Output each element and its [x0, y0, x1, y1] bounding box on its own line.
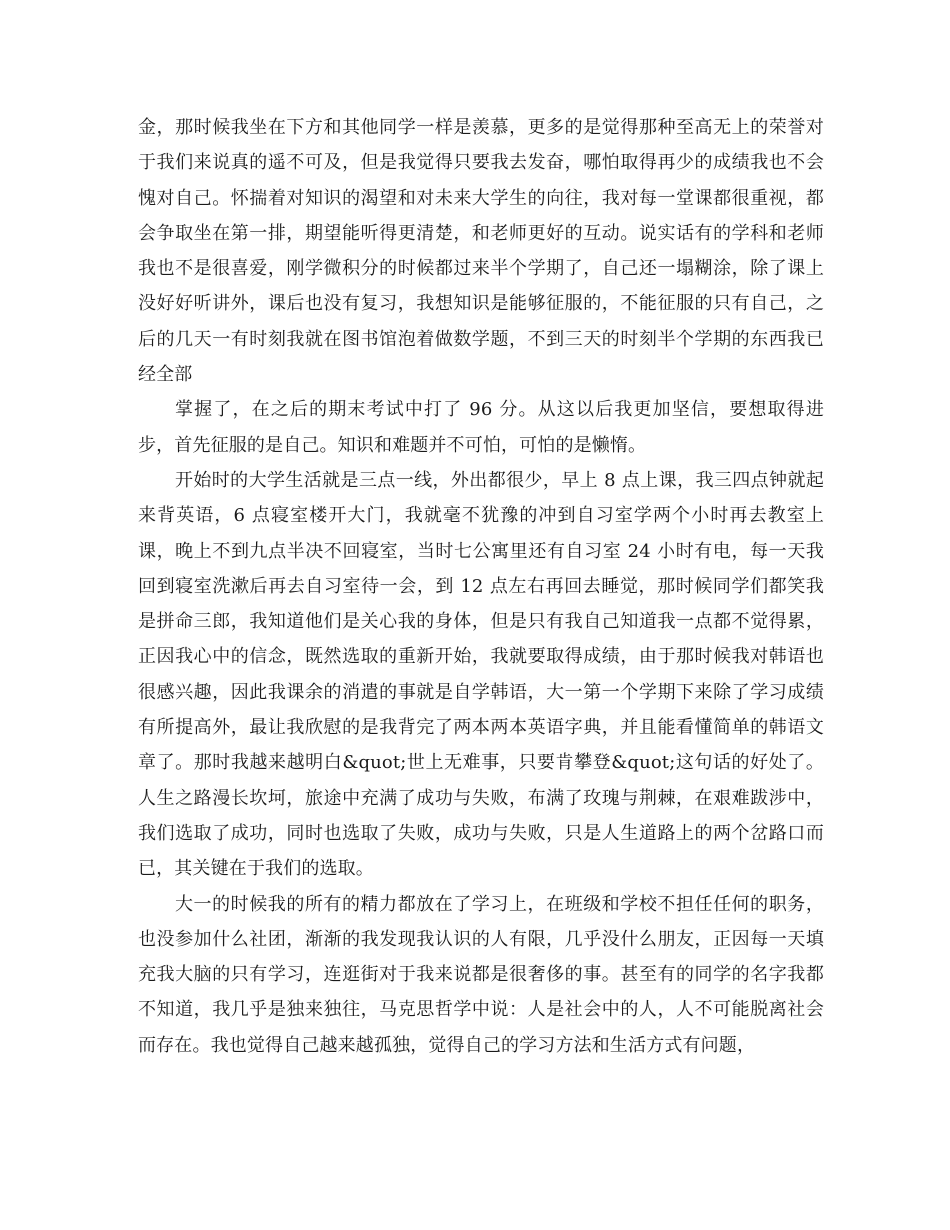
paragraph-4: 大一的时候我的所有的精力都放在了学习上，在班级和学校不担任任何的职务，也没参加什么社团，渐渐的我发现我认识的人有限，几乎没什么朋友，正因每一天填充我大脑的只有学习，连逛街对于我来说都是很奢侈的事。甚至有的同学的名字我都不知道，我几乎是独来独往，马克思哲学中说：人是社会中的人，人不可能脱离社会而存在。我也觉得自己越来越孤独，觉得自己的学习方法和生活方式有问题， [138, 893, 824, 1056]
document-page [138, 110, 824, 1063]
paragraph-1: 金，那时候我坐在下方和其他同学一样是羡慕，更多的是觉得那种至高无上的荣誉对于我们来说真的遥不可及，但是我觉得只要我去发奋，哪怕取得再少的成绩我也不会愧对自己。怀揣着对知识的渴望和对未来大学生的向往，我对每一堂课都很重视，都会争取坐在第一排，期望能听得更清楚，和老师更好的互动。说实话有的学科和老师我也不是很喜爱，刚学微积分的时候都过来半个学期了，自己还一塌糊涂，除了课上没好好听讲外，课后也没有复习，我想知识是能够征服的，不能征服的只有自己，之后的几天一有时刻我就在图书馆泡着做数学题，不到三天的时刻半个学期的东西我已经全部 [138, 117, 824, 386]
paragraph-2: 掌握了，在之后的期末考试中打了 96 分。从这以后我更加坚信，要想取得进步，首先征服的是自己。知识和难题并不可怕，可怕的是懒惰。 [138, 399, 824, 456]
paragraph-3: 开始时的大学生活就是三点一线，外出都很少，早上 8 点上课，我三四点钟就起来背英语，6 点寝室楼开大门，我就毫不犹豫的冲到自习室学两个小时再去教室上课，晚上不到九点半决不回寝室，当时七公寓里还有自习室 24 小时有电，每一天我回到寝室洗漱后再去自习室待一会，到 12 点左右再回去睡觉，那时候同学们都笑我是拼命三郎，我知道他们是关心我的身体，但是只有我自己知道我一点都不觉得累，正因我心中的信念，既然选取的重新开始，我就要取得成绩，由于那时候我对韩语也很感兴趣，因此我课余的消遣的事就是自学韩语，大一第一个学期下来除了学习成绩有所提高外，最让我欣慰的是我背完了两本两本英语字典，并且能看懂简单的韩语文章了。那时我越来越明白&quot;世上无难事，只要肯攀登&quot;这句话的好处了。人生之路漫长坎坷，旅途中充满了成功与失败，布满了玫瑰与荆棘，在艰难跋涉中，我们选取了成功，同时也选取了失败，成功与失败，只是人生道路上的两个岔路口而已，其关键在于我们的选取。 [138, 469, 824, 880]
